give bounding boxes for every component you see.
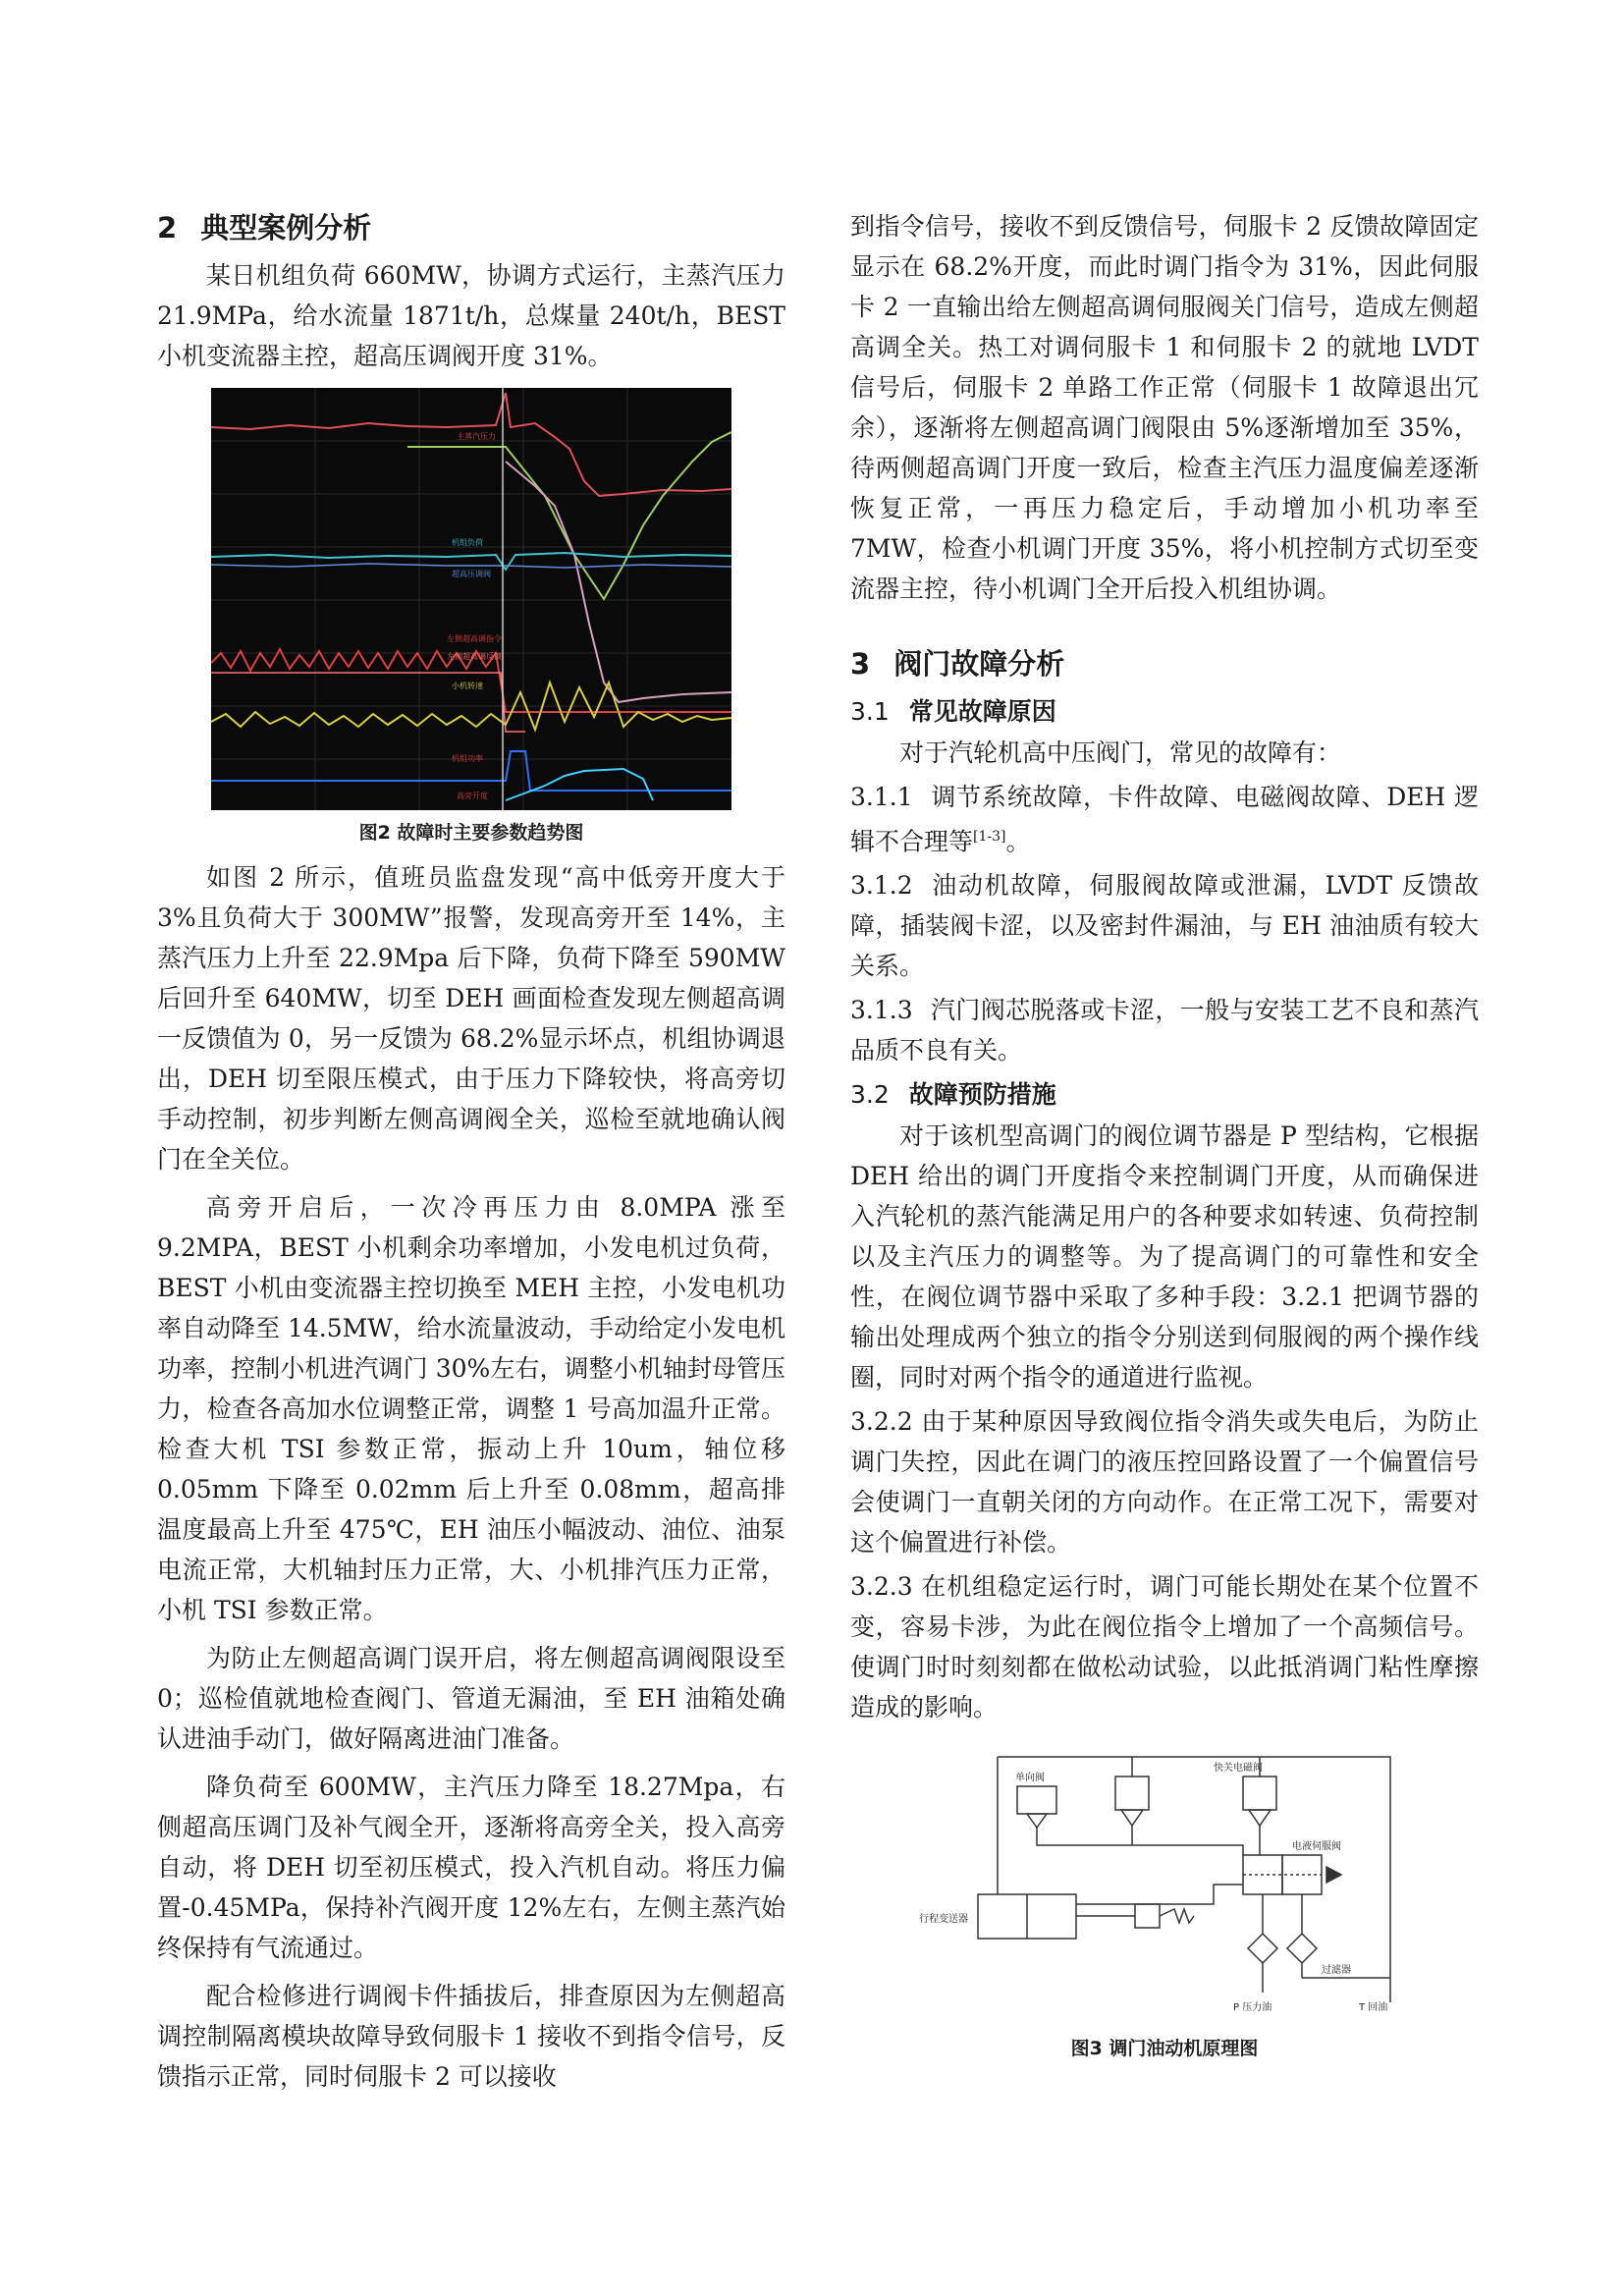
paragraph-root-cause-continued: 到指令信号，接收不到反馈信号，伺服卡 2 反馈故障固定显示在 68.2%开度，而此时调门指令为 31%，因此伺服卡 2 一直输出给左侧超高调伺服阀关门信号，造成左侧超高调全关。热工对调伺服卡 1 和伺服卡 2 的就地 LVDT 信号后，伺服卡 2 单路工作正常（伺服卡 1 故障退出冗余），逐渐将左侧超高调门阀限由 5%逐渐增加至 35%，待两侧超高调门开度一致后，检查主汽压力温度偏差逐渐恢复正常，一再压力稳定后，手动增加小机功率至 7MW，检查小机调门开度 35%，将小机控制方式切至变流器主控，待小机调门全开后投入机组协调。 [850,212,1479,603]
section-title: 典型案例分析 [200,211,372,245]
paragraph-root-cause: 配合检修进行调阀卡件插拔后，排查原因为左侧超高调控制隔离模块故障导致伺服卡 1 接收不到指令信号，反馈指示正常，同时伺服卡 2 可以接收 [157,1982,785,2091]
paragraph-unit-status: 某日机组负荷 660MW，协调方式运行，主蒸汽压力 21.9MPa，给水流量 1871t/h，总煤量 240t/h，BEST 小机变流器主控，超高压调阀开度 31%。 [157,261,785,370]
reference-mark: [1-3] [973,829,1006,845]
label-servo-valve: 电液伺服阀 [1292,1841,1341,1853]
paragraph-isolation: 为防止左侧超高调门误开启，将左侧超高调阀限设至 0；巡检值就地检查阀门、管道无漏油，至 EH 油箱处确认进油手动门，做好隔离进油门准备。 [157,1644,785,1753]
label-stroke-sensor: 行程变送器 [919,1914,968,1926]
item-3-1-2 [850,865,1479,986]
item-number: 3.1.2 [850,871,913,901]
trend-label-3: 超高压调阀 [452,570,491,578]
trend-label-7: 机组功率 [452,754,483,763]
subsection-number: 3.2 [850,1080,890,1110]
section-number: 3 [850,647,871,681]
subsection-3-2-heading [850,1074,1479,1116]
paragraph-bypass: 高旁开启后，一次冷再压力由 8.0MPA 涨至 9.2MPA，BEST 小机剩余功率增加，小发电机过负荷，BEST 小机由变流器主控切换至 MEH 主控，小发电机功率自动降至 14.5MW，给水流量波动，手动给定小发电机功率，控制小机进汽调门 30%左右，调整小机轴封母管压力，检查各高加水位调整正常，调整 1 号高加温升正常。检查大机 TSI 参数正常，振动上升 10um，轴位移 0.05mm 下降至 0.02mm 后上升至 0.08mm，超高排温度最高上升至 475℃，EH 油压小幅波动、油位、油泵电流正常，大机轴封压力正常，大、小机排汽压力正常，小机 TSI 参数正常。 [157,1193,785,1624]
section-title: 阀门故障分析 [893,647,1065,681]
item-text: 汽门阀芯脱落或卡涩，一般与安装工艺不良和蒸汽品质不良有关。 [850,996,1479,1066]
figure-2-caption: 图2 故障时主要参数趋势图 [358,822,584,844]
trend-label-1: 主蒸汽压力 [457,432,496,441]
item-3-1-1 [850,777,1479,861]
label-p-pressure-oil: P 压力油 [1233,2002,1272,2014]
right-column [850,206,1479,2073]
figure-3-caption: 图3 调门油动机原理图 [1070,2038,1259,2060]
trend-label-5: 左侧超高调反馈 [447,652,502,661]
subsection-title: 常见故障原因 [908,697,1056,726]
paragraph-alarm: 如图 2 所示，值班员监盘发现“高中低旁开度大于 3%且负荷大于 300MW”报警，发现高旁开至 14%，主蒸汽压力上升至 22.9Mpa 后下降，负荷下降至 590MW 后回升至 640MW，切至 DEH 画面检查发现左侧超高调一反馈值为 0，另一反馈为 68.2%显示坏点，机组协调退出，DEH 切至限压模式，由于压力下降较快，将高旁切手动控制，初步判断左侧高调阀全关，巡检至就地确认阀门在全关位。 [157,863,785,1174]
item-tail: 。 [1005,827,1031,856]
label-check-valve: 单向阀 [1015,1773,1045,1784]
paragraph-3-2-2: 3.2.2 由于某种原因导致阀位指令消失或失电后，为防止调门失控，因此在调门的液压控回路设置了一个偏置信号会使调门一直朝关闭的方向动作。在正常工况下，需要对这个偏置进行补偿。 [850,1407,1479,1558]
item-number: 3.1.3 [850,996,913,1025]
paragraph-common-faults-intro: 对于汽轮机高中压阀门，常见的故障有： [899,738,1342,767]
paragraph-prevention: 对于该机型高调门的阀位调节器是 P 型结构，它根据 DEH 给出的调门开度指令来控制调门开度，从而确保进入汽轮机的蒸汽能满足用户的各种要求如转速、负荷控制以及主汽压力的调整等。为了提高调门的可靠性和安全性，在阀位调节器中采取了多种手段：3.2.1 把调节器的输出处理成两个独立的指令分别送到伺服阀的两个操作线圈，同时对两个指令的通道进行监视。 [850,1121,1479,1393]
item-3-1-3 [850,990,1479,1070]
section-number: 2 [157,211,178,245]
label-t-return-oil: T 回油 [1359,2002,1388,2014]
figure-2 [211,388,731,810]
item-text: 油动机故障，伺服阀故障或泄漏，LVDT 反馈故障，插装阀卡涩，以及密封件漏油，与 EH 油油质有较大关系。 [850,871,1479,981]
left-column [157,206,785,2097]
trend-label-8: 高旁开度 [457,792,488,800]
label-filter: 过滤器 [1322,1965,1351,1977]
paragraph-3-2-3: 3.2.3 在机组稳定运行时，调门可能长期处在某个位置不变，容易卡涉，为此在阀位指令上增加了一个高频信号。使调门时时刻刻都在做松动试验，以此抵消调门粘性摩擦造成的影响。 [850,1572,1479,1722]
section-2-heading [157,206,785,249]
trend-label-2: 机组负荷 [452,538,483,547]
item-number: 3.1.1 [850,783,913,811]
actuator-schematic [919,1747,1410,2022]
label-fast-solenoid: 快关电磁阀 [1214,1763,1263,1775]
subsection-3-1-heading [850,691,1479,733]
paragraph-load-reduction: 降负荷至 600MW，主汽压力降至 18.27Mpa，右侧超高压调门及补气阀全开，逐渐将高旁全关，投入高旁自动，将 DEH 切至初压模式，投入汽机自动。将压力偏置-0.45MPa，保持补汽阀开度 12%左右，左侧主蒸汽始终保持有气流通过。 [157,1773,785,1962]
section-3-heading [850,642,1479,685]
figure-3 [919,1747,1410,2026]
subsection-number: 3.1 [850,697,890,726]
item-text: 调节系统故障，卡件故障、电磁阀故障、DEH 逻辑不合理等 [850,783,1479,856]
subsection-title: 故障预防措施 [908,1080,1056,1110]
trend-label-4: 左侧超高调指令 [447,634,502,643]
trend-chart-image [211,388,731,810]
trend-label-6: 小机转速 [452,682,483,690]
